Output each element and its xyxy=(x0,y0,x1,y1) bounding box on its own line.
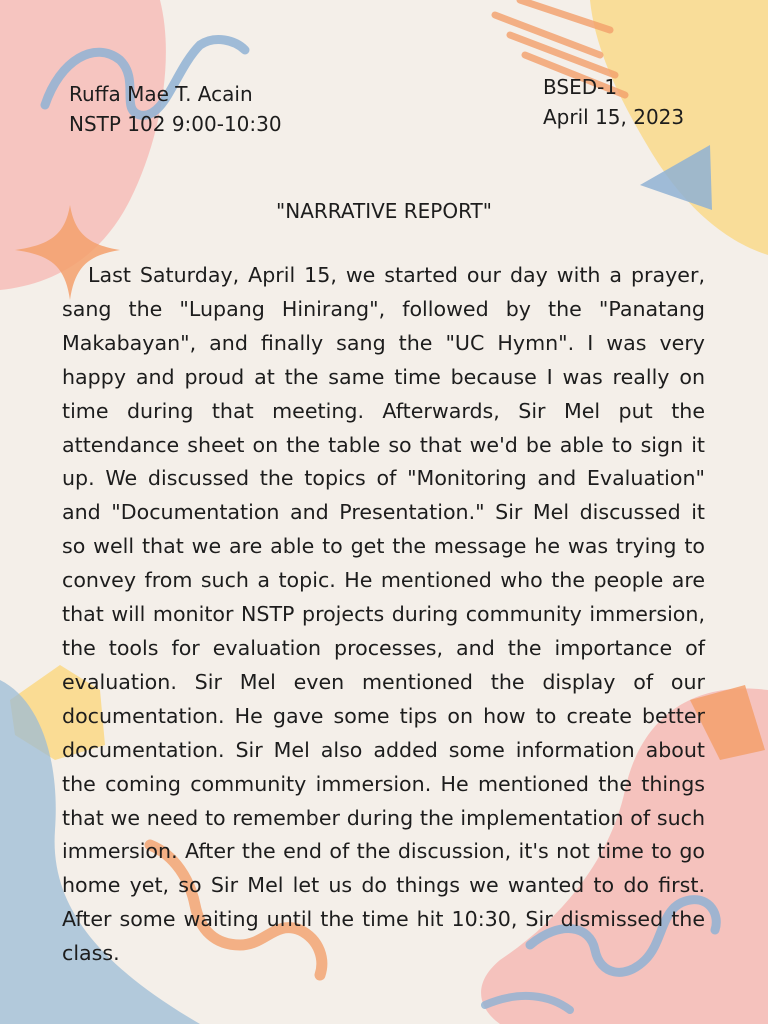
section-label: BSED-1 xyxy=(543,75,618,99)
document-title: "NARRATIVE REPORT" xyxy=(276,199,492,223)
report-body: Last Saturday, April 15, we started our day with a prayer, sang the "Lupang Hinirang", followed by the "Panatang Makabayan", and finally sang the "UC Hymn". I was very happy and proud at the same time because I was really on time during that meeting. Afterwards, Sir Mel put the attendance sheet on the table so that we'd be able to sign it up. We discussed the topics of "Monitoring and Evaluation" and "Documentation and Presentation." Sir Mel discussed it so well that we are able to get the message he was trying to convey from such a topic. He mentioned who the people are that will monitor NSTP projects during community immersion, the tools for evaluation processes, and the importance of evaluation. Sir Mel even mentioned the display of our documentation. He gave some tips on how to create better documentation. Sir Mel also added some information about the coming community immersion. He mentioned the things that we need to remember during the implementation of such immersion. After the end of the discussion, it's not time to go home yet, so Sir Mel let us do things we wanted to do first. After some waiting until the time hit 10:30, Sir dismissed the class. xyxy=(62,263,705,966)
section-date-info xyxy=(543,72,684,132)
course-schedule: NSTP 102 9:00-10:30 xyxy=(69,112,282,136)
student-name: Ruffa Mae T. Acain xyxy=(69,82,253,106)
report-date: April 15, 2023 xyxy=(543,105,685,129)
student-info xyxy=(69,79,282,139)
